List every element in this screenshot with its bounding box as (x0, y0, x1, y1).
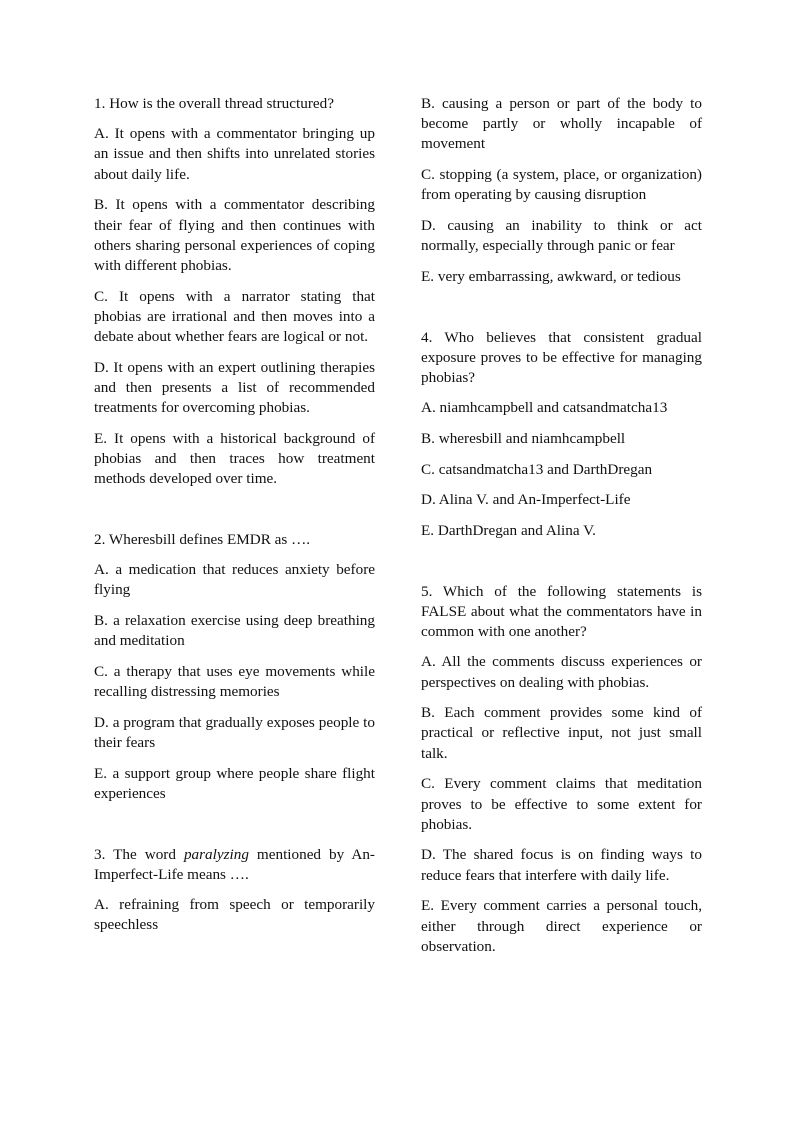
question-5-option-a: A. All the comments discuss experiences or perspectives on dealing with phobias. (421, 653, 702, 691)
question-3-option-c: C. stopping (a system, place, or organization) from operating by causing disruption (421, 166, 702, 204)
question-3 (94, 845, 375, 936)
right-column (421, 94, 702, 968)
question-4-option-b: B. wheresbill and niamhcampbell (421, 429, 626, 447)
spacer (94, 500, 375, 530)
question-3-stem-emphasis: paralyzing (183, 845, 249, 863)
question-1-option-c: C. It opens with a narrator stating that phobias are irrational and then moves into a debate about whether fears are logical or not. (94, 287, 375, 346)
question-3-option-a: A. refraining from speech or temporarily speechless (94, 896, 375, 934)
question-2-option-c: C. a therapy that uses eye movements while recalling distressing memories (94, 662, 375, 701)
question-1-stem: 1. How is the overall thread structured? (94, 95, 334, 112)
question-1-option-d: D. It opens with an expert outlining therapies and then presents a list of recommended treatments for overcoming phobias. (94, 358, 375, 417)
question-4-option-c: C. catsandmatcha13 and DarthDregan (421, 460, 653, 478)
spacer (421, 552, 702, 582)
question-3-option-d: D. causing an inability to think or act normally, especially through panic or fear (421, 217, 702, 255)
question-2 (94, 530, 375, 804)
question-5-stem: 5. Which of the following statements is FALSE about what the commentators have in common with one another? (421, 582, 702, 641)
question-5-option-b: B. Each comment provides some kind of practical or reflective input, not just small talk. (421, 704, 702, 762)
question-4-stem: 4. Who believes that consistent gradual exposure proves to be effective for managing phobias? (421, 328, 702, 387)
question-4-option-d: D. Alina V. and An-Imperfect-Life (421, 491, 631, 509)
question-3-stem (94, 845, 375, 885)
question-3-stem-prefix: 3. The word (94, 845, 184, 863)
question-2-option-d: D. a program that gradually exposes people to their fears (94, 713, 375, 752)
question-2-option-a: A. a medication that reduces anxiety before flying (94, 561, 375, 599)
left-column (94, 94, 375, 946)
question-4 (421, 328, 702, 542)
question-5 (421, 582, 702, 957)
question-1-option-b: B. It opens with a commentator describing their fear of flying and then continues with others sharing personal experiences of coping with different phobias. (94, 196, 375, 274)
question-5-option-d: D. The shared focus is on finding ways to reduce fears that interfere with daily life. (421, 846, 702, 884)
question-3-continued (421, 94, 702, 287)
question-4-option-a: A. niamhcampbell and catsandmatcha13 (421, 399, 668, 417)
question-2-stem: 2. Wheresbill defines EMDR as …. (94, 530, 311, 548)
question-1-option-a: A. It opens with a commentator bringing up an issue and then shifts into unrelated stories about daily life. (94, 125, 375, 183)
question-4-option-e: E. DarthDregan and Alina V. (421, 522, 596, 540)
question-3-stem-suffix: mentioned by An-Imperfect-Life means …. (94, 845, 375, 883)
question-2-option-b: B. a relaxation exercise using deep breathing and meditation (94, 612, 375, 650)
question-5-option-e: E. Every comment carries a personal touch, either through direct experience or observation. (421, 897, 702, 955)
question-3-option-e: E. very embarrassing, awkward, or tedious (421, 267, 681, 285)
question-3-option-b: B. causing a person or part of the body to become partly or wholly incapable of movement (421, 95, 702, 153)
spacer (421, 298, 702, 328)
question-1 (94, 94, 375, 489)
question-1-option-e: E. It opens with a historical background of phobias and then traces how treatment methods developed over time. (94, 429, 375, 488)
question-5-option-c: C. Every comment claims that meditation proves to be effective to some extent for phobias. (421, 775, 702, 833)
spacer (94, 815, 375, 845)
question-2-option-e: E. a support group where people share flight experiences (94, 764, 375, 802)
